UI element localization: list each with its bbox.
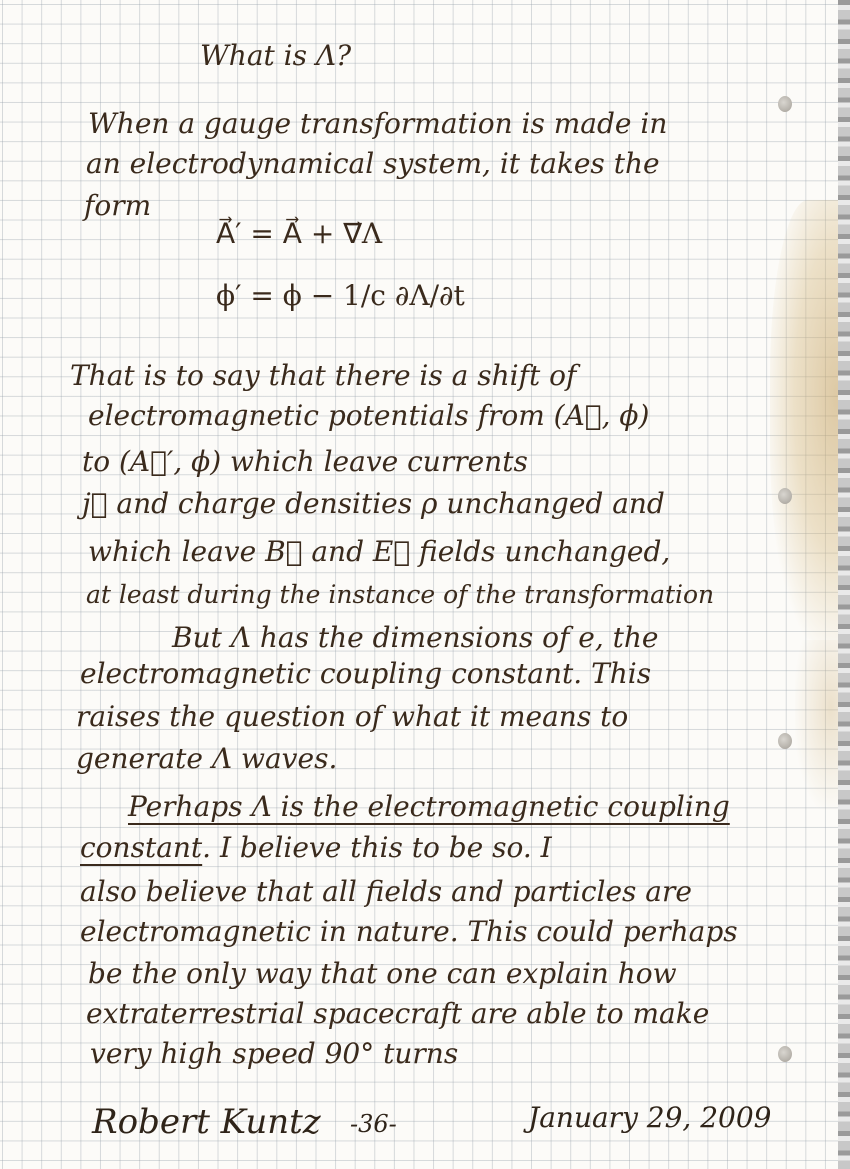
paragraph3-line: also believe that all fields and particles are xyxy=(80,875,692,908)
date: January 29, 2009 xyxy=(528,1101,772,1134)
intro-line: When a gauge transformation is made in xyxy=(88,107,668,140)
binder-hole xyxy=(778,733,792,749)
intro-line: form xyxy=(84,189,152,222)
paragraph2-line: But Λ has the dimensions of e, the xyxy=(172,621,659,654)
paragraph1-line: to (A⃗′, ϕ) which leave currents xyxy=(82,445,528,478)
binder-hole xyxy=(778,488,792,504)
spiral-binding xyxy=(838,0,850,1169)
equation-scalar-potential: ϕ′ = ϕ − 1/c ∂Λ/∂t xyxy=(216,279,465,312)
paragraph2-line: generate Λ waves. xyxy=(76,742,338,775)
paragraph1-line: at least during the instance of the transformation xyxy=(86,580,715,609)
binder-hole xyxy=(778,1046,792,1062)
equation-vector-potential: A⃗′ = A⃗ + ∇⃗Λ xyxy=(216,217,383,250)
paragraph3-line: be the only way that one can explain how xyxy=(88,957,677,990)
signature: Robert Kuntz xyxy=(92,1102,321,1142)
paragraph2-line: electromagnetic coupling constant. This xyxy=(80,657,652,690)
paragraph3-line: electromagnetic in nature. This could perhaps xyxy=(80,915,738,948)
paragraph3-line1-rest: . I believe this to be so. I xyxy=(202,831,552,864)
paragraph1-line: which leave B⃗ and E⃗ fields unchanged, xyxy=(88,535,671,568)
paragraph3-line1 xyxy=(80,831,552,864)
intro-line: an electrodynamical system, it takes the xyxy=(86,147,660,180)
page-number: -36- xyxy=(350,1110,397,1138)
binder-hole xyxy=(778,96,792,112)
paragraph1-line: j⃗ and charge densities ρ unchanged and xyxy=(82,487,665,520)
paragraph1-line: That is to say that there is a shift of xyxy=(70,359,577,392)
paragraph3-line: extraterrestrial spacecraft are able to make xyxy=(86,997,710,1030)
page-title: What is Λ? xyxy=(200,39,352,72)
paragraph3-line: very high speed 90° turns xyxy=(90,1037,459,1070)
paragraph3-underlined-start: Perhaps Λ is the electromagnetic coupling xyxy=(128,790,730,823)
paragraph2-line: raises the question of what it means to xyxy=(76,700,629,733)
paragraph1-line: electromagnetic potentials from (A⃗, ϕ) xyxy=(88,399,650,432)
underlined-word: constant xyxy=(80,831,203,864)
